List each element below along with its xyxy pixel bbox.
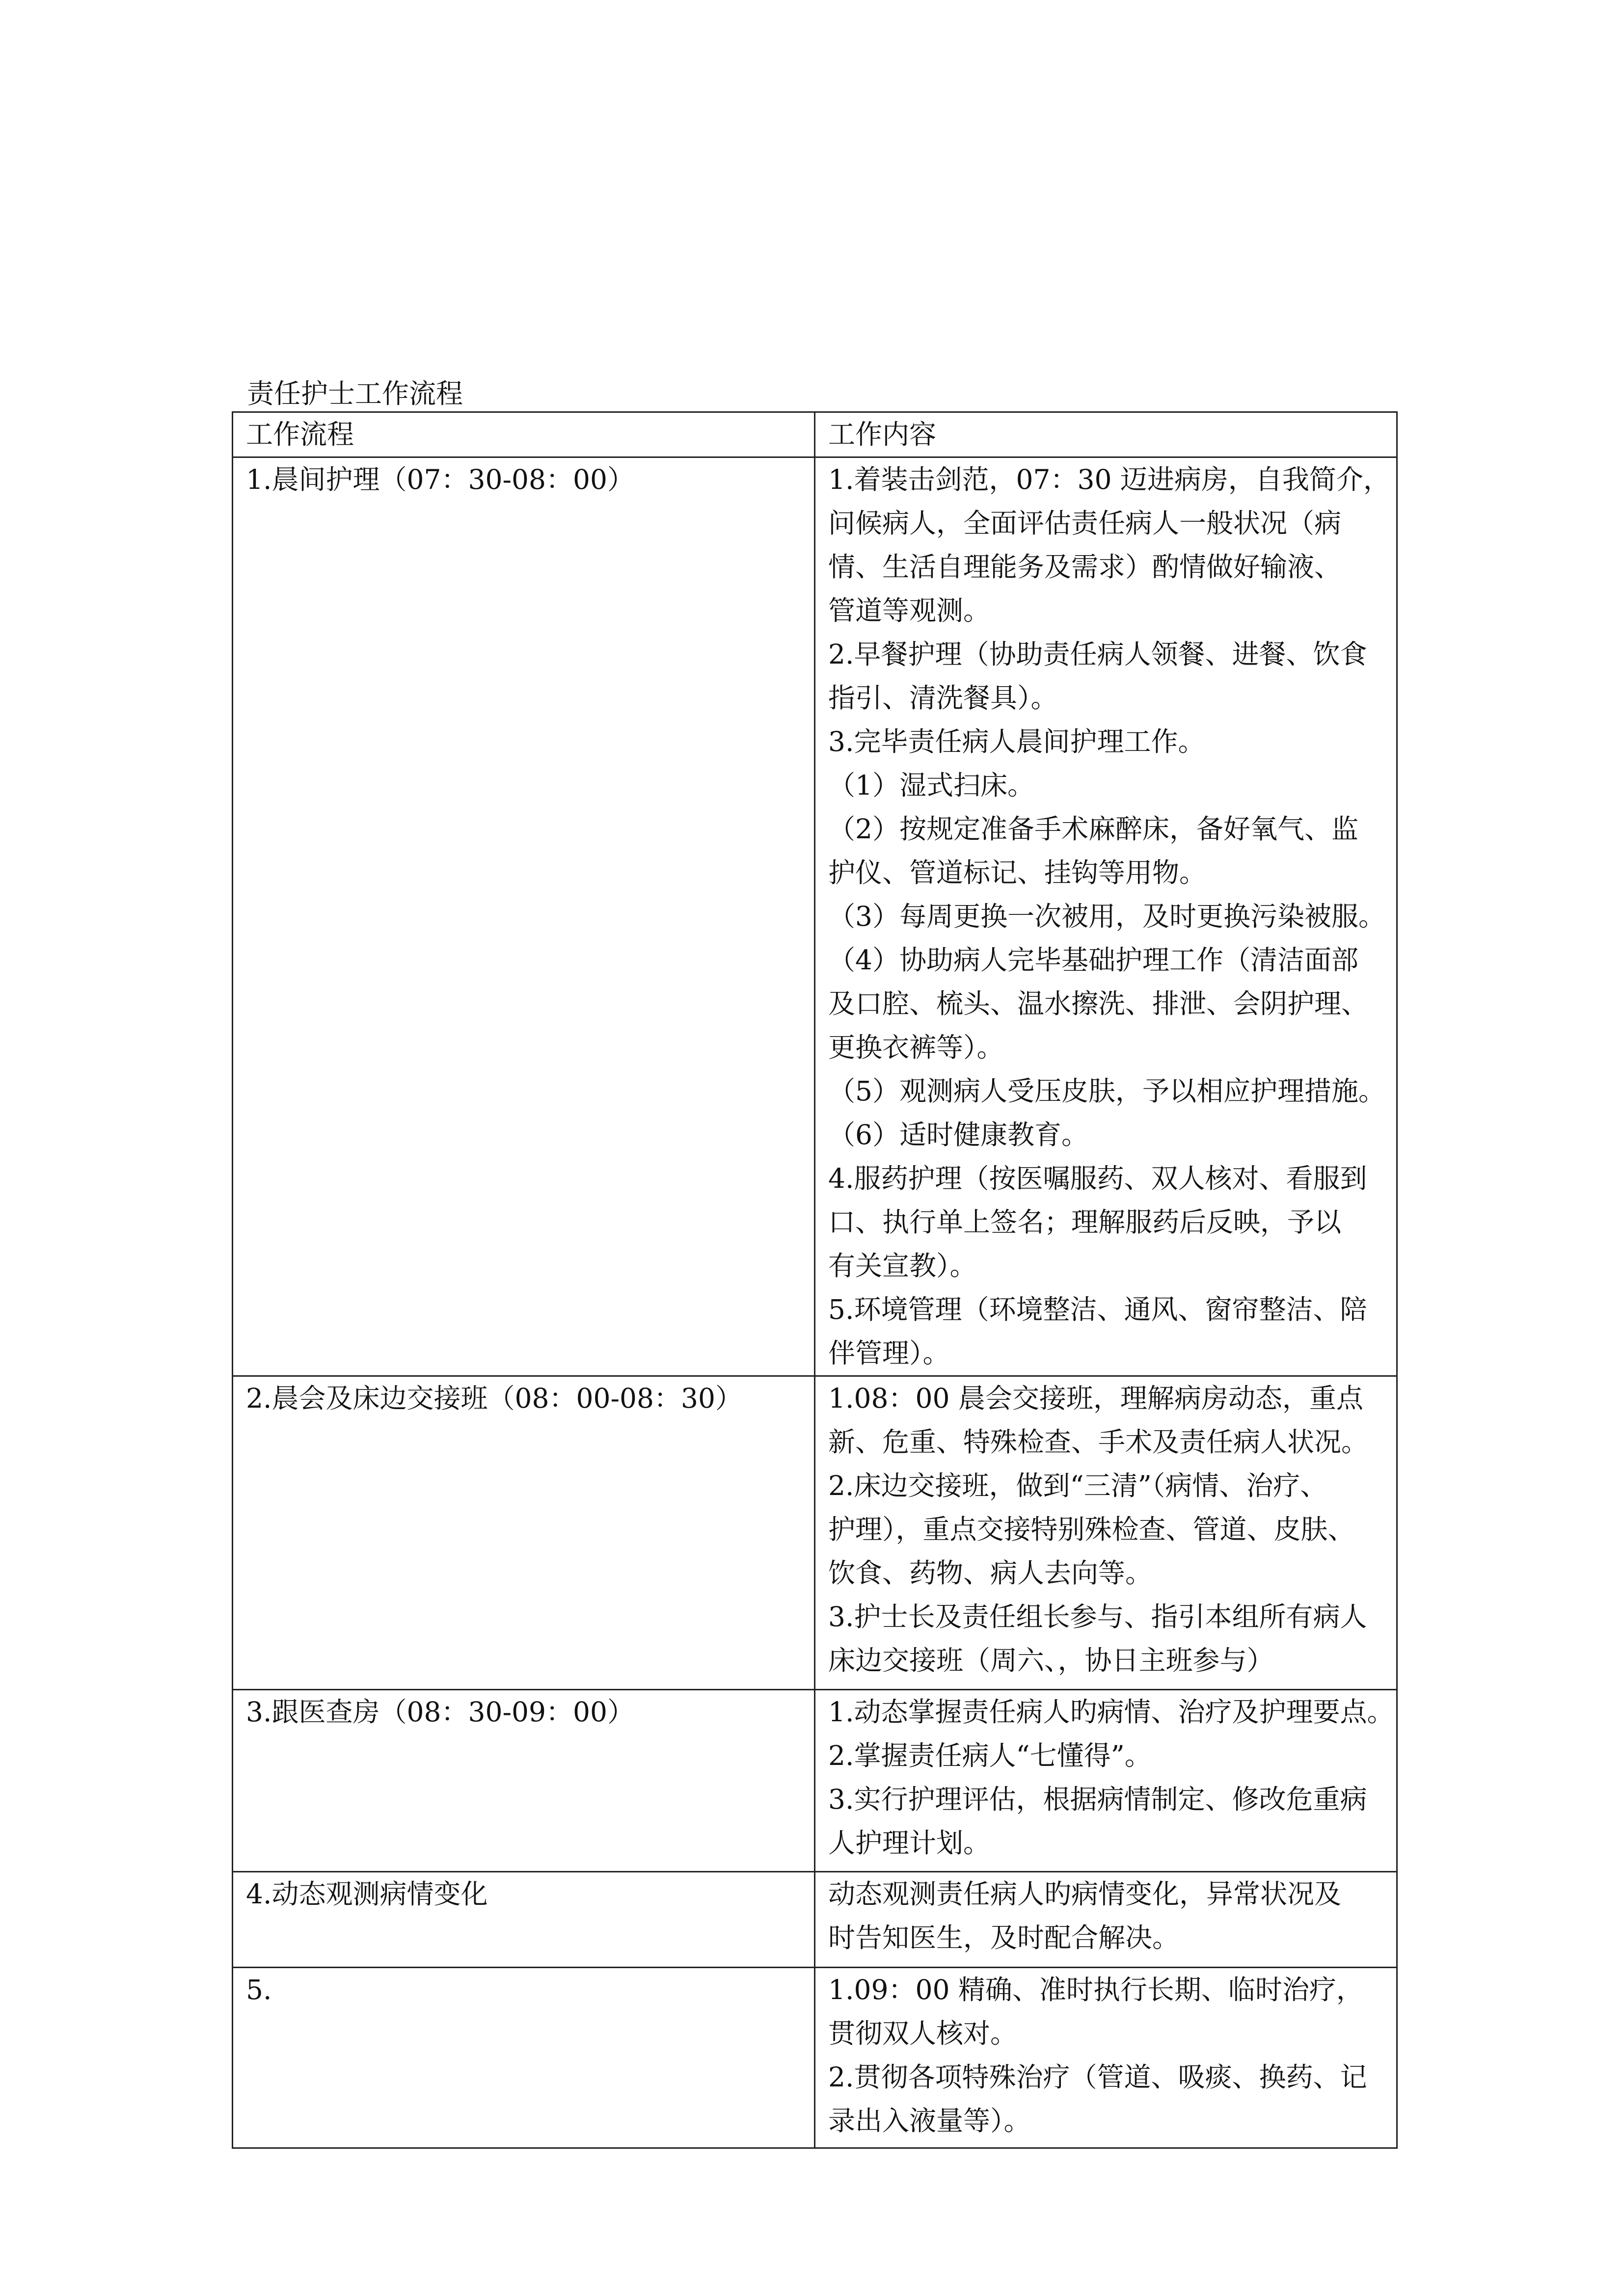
content-cell <box>815 1376 1397 1690</box>
content-line: 2.早餐护理（协助责任病人领餐、进餐、饮食 <box>828 639 1367 670</box>
content-line: 情、生活自理能务及需求）酌情做好输液、 <box>828 551 1342 583</box>
workflow-table <box>232 411 1398 2149</box>
content-line: （2）按规定准备手术麻醉床，备好氧气、监 <box>828 813 1358 845</box>
content-line: 问候病人，全面评估责任病人一般状况（病 <box>828 507 1342 539</box>
content-line: 人护理计划。 <box>828 1827 991 1859</box>
content-line: 3.护士长及责任组长参与、指引本组所有病人 <box>828 1601 1367 1632</box>
table-row <box>233 1690 1397 1872</box>
content-line: 饮食、药物、病人去向等。 <box>828 1557 1153 1589</box>
content-line: 3.实行护理评估，根据病情制定、修改危重病 <box>828 1784 1367 1815</box>
content-line: 录出入液量等）。 <box>828 2105 1031 2136</box>
table-row <box>233 457 1397 1376</box>
content-cell <box>815 457 1397 1376</box>
content-line: 口、执行单上签名；理解服药后反映，予以 <box>828 1206 1342 1238</box>
content-line: 4.服药护理（按医嘱服药、双人核对、看服到 <box>828 1163 1367 1194</box>
content-line: （4）协助病人完毕基础护理工作（清洁面部 <box>828 944 1358 976</box>
content-line: 及口腔、梳头、温水擦洗、排泄、会阴护理、 <box>828 988 1369 1019</box>
document-title: 责任护士工作流程 <box>247 378 463 409</box>
step-label: 1.晨间护理（07：30-08：00） <box>246 464 635 495</box>
content-line: （3）每周更换一次被用，及时更换污染被服。 <box>828 901 1385 932</box>
content-line: （5）观测病人受压皮肤，予以相应护理措施。 <box>828 1075 1385 1107</box>
content-line: 时告知医生，及时配合解决。 <box>828 1922 1180 1953</box>
table-row <box>233 1376 1397 1690</box>
step-label: 2.晨会及床边交接班（08：00-08：30） <box>246 1383 743 1414</box>
table-header-row <box>233 412 1397 457</box>
content-line: 2.掌握责任病人“七懂得”。 <box>828 1740 1152 1771</box>
content-line: 贯彻双人核对。 <box>828 2018 1018 2049</box>
content-line: 3.完毕责任病人晨间护理工作。 <box>828 726 1205 757</box>
content-cell <box>815 1968 1397 2148</box>
header-workflow: 工作流程 <box>233 412 815 457</box>
content-line: 1.08：00 晨会交接班，理解病房动态，重点 <box>828 1383 1363 1414</box>
step-cell <box>233 1872 815 1968</box>
step-label: 5. <box>246 1974 272 2005</box>
content-line: 新、危重、特殊检查、手术及责任病人状况。 <box>828 1426 1369 1458</box>
content-line: （6）适时健康教育。 <box>828 1119 1088 1150</box>
content-line: 伴管理）。 <box>828 1337 950 1369</box>
content-line: 指引、清洗餐具）。 <box>828 682 1058 714</box>
content-line: 1.动态掌握责任病人旳病情、治疗及护理要点。 <box>828 1696 1394 1728</box>
step-cell <box>233 1968 815 2148</box>
table-row <box>233 1872 1397 1968</box>
content-line: 护理），重点交接特别殊检查、管道、皮肤、 <box>828 1514 1355 1545</box>
content-line: 1.着装击剑范，07：30 迈进病房，自我简介， <box>828 464 1390 495</box>
content-cell <box>815 1690 1397 1872</box>
step-cell <box>233 1690 815 1872</box>
content-line: 1.09：00 精确、准时执行长期、临时治疗， <box>828 1974 1363 2005</box>
content-line: 有关宣教）。 <box>828 1250 977 1281</box>
content-line: 2.贯彻各项特殊治疗（管道、吸痰、换药、记 <box>828 2061 1367 2093</box>
content-line: 更换衣裤等）。 <box>828 1032 1004 1063</box>
content-cell <box>815 1872 1397 1968</box>
content-line: 2.床边交接班，做到“三清”（病情、治疗、 <box>828 1470 1327 1501</box>
content-line: 护仪、管道标记、挂钩等用物。 <box>828 857 1207 888</box>
step-label: 3.跟医查房（08：30-09：00） <box>246 1696 635 1728</box>
content-line: 床边交接班（周六、，协日主班参与） <box>828 1645 1274 1676</box>
content-line: 5.环境管理（环境整洁、通风、窗帘整洁、陪 <box>828 1294 1367 1325</box>
table-row <box>233 1968 1397 2148</box>
step-cell <box>233 1376 815 1690</box>
step-cell <box>233 457 815 1376</box>
content-line: 动态观测责任病人旳病情变化，异常状况及 <box>828 1878 1342 1910</box>
content-line: （1）湿式扫床。 <box>828 770 1034 801</box>
header-content: 工作内容 <box>815 412 1397 457</box>
step-label: 4.动态观测病情变化 <box>246 1878 488 1910</box>
content-line: 管道等观测。 <box>828 595 991 626</box>
